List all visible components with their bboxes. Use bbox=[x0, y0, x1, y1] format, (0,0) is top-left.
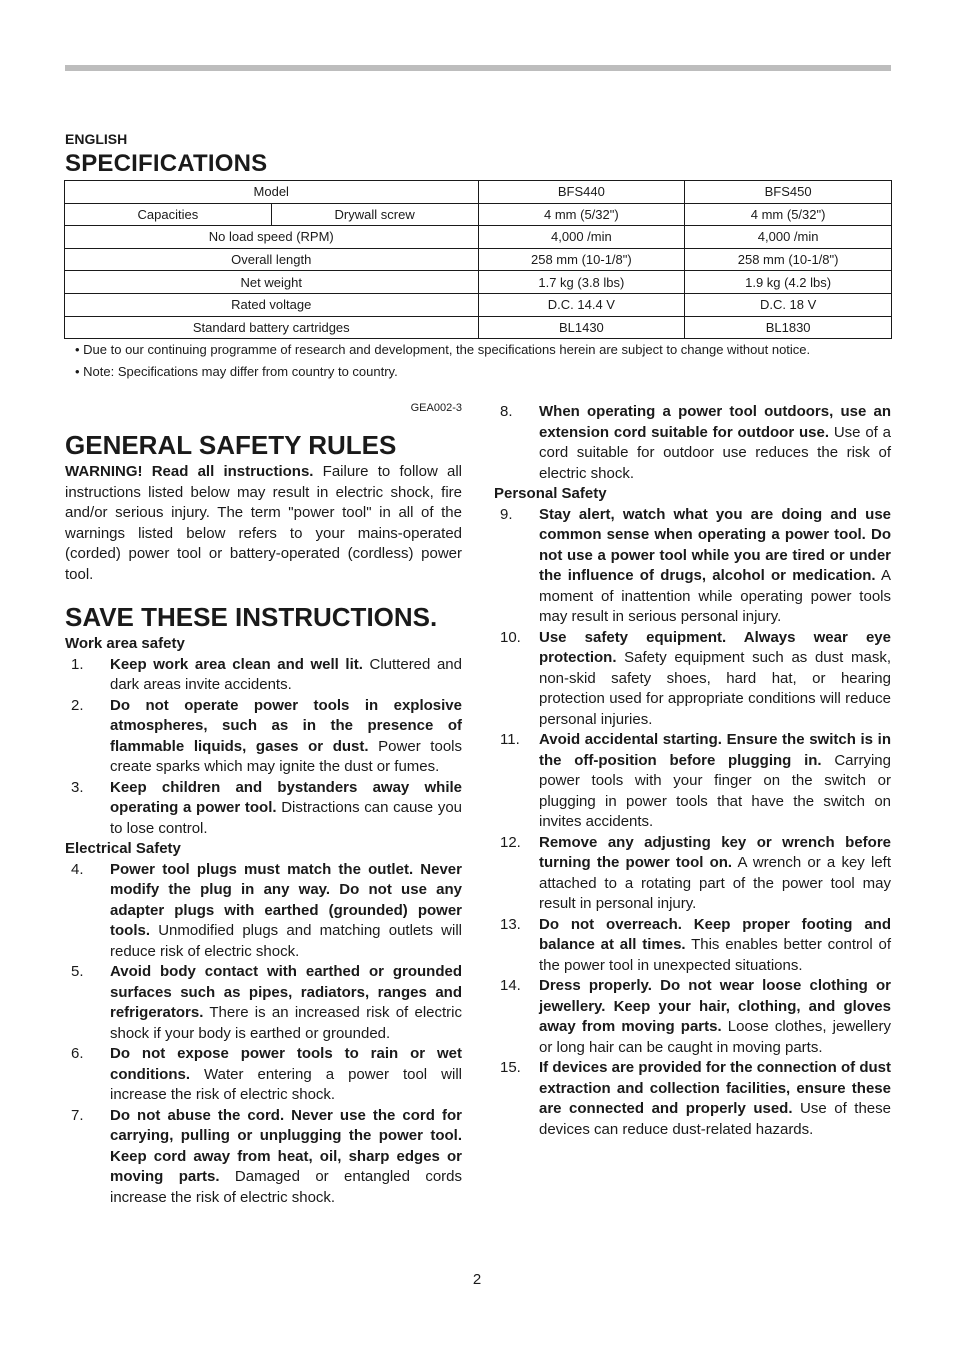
table-cell: 4,000 /min bbox=[685, 226, 892, 249]
table-cell: 4 mm (5/32") bbox=[685, 203, 892, 226]
warning-paragraph bbox=[65, 462, 462, 585]
item-number: 8. bbox=[500, 403, 513, 420]
item-text: Safety equipment such as dust mask, non-skid safety shoes, hard hat, or hearing protection used for appropriate conditions will reduce personal injuries. bbox=[539, 649, 891, 728]
list-item bbox=[494, 1058, 891, 1140]
item-text: Water entering a power tool will increase the risk of electric shock. bbox=[110, 1065, 462, 1103]
model-bfs450: BFS450 bbox=[685, 181, 892, 204]
item-number: 13. bbox=[500, 915, 521, 933]
table-row bbox=[65, 203, 892, 226]
table-row bbox=[65, 316, 892, 339]
list-item bbox=[65, 1044, 462, 1106]
item-text: Cluttered and dark areas invite accidents. bbox=[110, 655, 462, 693]
row-label: No load speed (RPM) bbox=[65, 226, 479, 249]
item-number: 2. bbox=[71, 696, 84, 714]
list-item bbox=[65, 1106, 462, 1209]
item-bold: Stay alert, watch what you are doing and use common sense when operating a power tool. Do not use a power tool while you are tired or under the influence of drugs, alcohol or medication. bbox=[539, 505, 891, 584]
table-cell: 258 mm (10-1/8") bbox=[478, 248, 685, 271]
item-bold: Do not operate power tools in explosive atmospheres, such as in the presence of flammable liquids, gases or dust. bbox=[110, 696, 462, 755]
item-text: There is an increased risk of electric shock if your body is earthed or grounded. bbox=[110, 1004, 462, 1042]
item-text: Distractions can cause you to lose control. bbox=[110, 799, 463, 837]
item-text: A moment of inattention while operating power tools may result in serious personal injury. bbox=[539, 567, 891, 625]
item-text: Use of these devices can reduce dust-related hazards. bbox=[539, 1100, 891, 1138]
item-text: Power tools create sparks which may ignite the dust or fumes. bbox=[110, 737, 462, 775]
table-cell: 4,000 /min bbox=[478, 226, 685, 249]
item-bold: Use safety equipment. Always wear eye protection. bbox=[539, 628, 891, 666]
table-row bbox=[65, 248, 892, 271]
table-cell: 258 mm (10-1/8") bbox=[685, 248, 892, 271]
list-item bbox=[65, 778, 462, 840]
table-cell: 1.9 kg (4.2 lbs) bbox=[685, 271, 892, 294]
table-row bbox=[65, 226, 892, 249]
item-bold: Dress properly. Do not wear loose clothing or jewellery. Keep your hair, clothing, and gloves away from moving parts. bbox=[539, 977, 891, 1035]
warning-bold: WARNING! Read all instructions. bbox=[65, 463, 314, 480]
note-change: • Due to our continuing programme of research and development, the specifications herein are subject to change without notice. bbox=[75, 342, 811, 357]
table-row bbox=[65, 271, 892, 294]
item-bold: Avoid body contact with earthed or grounded surfaces such as pipes, radiators, ranges and refrigerators. bbox=[110, 963, 462, 1021]
item-text: A wrench or a key left attached to a rotating part of the power tool may result in personal injury. bbox=[539, 854, 891, 912]
item-bold: Power tool plugs must match the outlet. Never modify the plug in any way. Do not use any adapter plugs with earthed (grounded) power tools. bbox=[110, 860, 462, 939]
item-number: 12. bbox=[500, 833, 521, 851]
row-label: Capacities bbox=[65, 203, 272, 226]
list-item bbox=[494, 730, 891, 833]
item-number: 6. bbox=[71, 1045, 84, 1062]
electrical-heading: Electrical Safety bbox=[65, 840, 181, 857]
table-cell: D.C. 18 V bbox=[685, 293, 892, 316]
item-text: Use of a cord suitable for outdoor use reduces the risk of electric shock. bbox=[539, 423, 892, 482]
right-column bbox=[494, 402, 891, 1140]
row-label: Standard battery cartridges bbox=[65, 316, 479, 339]
item-bold: Keep children and bystanders away while operating a power tool. bbox=[110, 778, 462, 816]
item-number: 15. bbox=[500, 1059, 521, 1076]
item-bold: Do not overreach. Keep proper footing and balance at all times. bbox=[539, 915, 891, 953]
item-bold: If devices are provided for the connection of dust extraction and collection facilities, ensure these are connected and properly used. bbox=[539, 1059, 891, 1117]
list-item bbox=[494, 628, 891, 731]
save-instructions-title: SAVE THESE INSTRUCTIONS. bbox=[65, 602, 438, 632]
row-sublabel: Drywall screw bbox=[271, 203, 478, 226]
item-bold: Avoid accidental starting. Ensure the switch is in the off-position before plugging in. bbox=[539, 731, 891, 769]
item-number: 4. bbox=[71, 860, 84, 878]
table-cell: 4 mm (5/32") bbox=[478, 203, 685, 226]
item-number: 14. bbox=[500, 977, 521, 994]
row-label: Net weight bbox=[65, 271, 479, 294]
item-number: 7. bbox=[71, 1106, 84, 1124]
page-number: 2 bbox=[472, 1271, 482, 1288]
general-safety-title: GENERAL SAFETY RULES bbox=[65, 430, 397, 460]
personal-safety-heading: Personal Safety bbox=[494, 485, 607, 502]
item-text: Carrying power tools with your finger on the switch or plugging in power tools that have the switch on invites accidents. bbox=[539, 751, 891, 830]
model-bfs440: BFS440 bbox=[478, 181, 685, 204]
top-rule bbox=[65, 65, 891, 71]
specifications-title: SPECIFICATIONS bbox=[65, 150, 268, 177]
item-bold: Remove any adjusting key or wrench before turning the power tool on. bbox=[539, 833, 891, 871]
list-item bbox=[65, 696, 462, 778]
table-cell: BL1830 bbox=[685, 316, 892, 339]
table-row bbox=[65, 181, 892, 204]
document-code: GEA002-3 bbox=[410, 402, 462, 414]
list-item bbox=[494, 976, 891, 1058]
table-row bbox=[65, 293, 892, 316]
item-bold: Keep work area clean and well lit. bbox=[110, 655, 363, 673]
item-bold: Do not abuse the cord. Never use the cord for carrying, pulling or unplugging the power tool. Keep cord away from heat, oil, sharp edges or moving parts. bbox=[110, 1106, 462, 1185]
list-item bbox=[494, 505, 891, 628]
table-cell: BL1430 bbox=[478, 316, 685, 339]
model-label: Model bbox=[65, 181, 479, 204]
item-number: 10. bbox=[500, 628, 521, 646]
item-text: Damaged or entangled cords increase the risk of electric shock. bbox=[110, 1168, 462, 1206]
list-item bbox=[65, 860, 462, 963]
list-item bbox=[494, 833, 891, 915]
table-cell: D.C. 14.4 V bbox=[478, 293, 685, 316]
list-item bbox=[65, 962, 462, 1044]
warning-text: Failure to follow all instructions listed below may result in electric shock, fire and/or serious injury. The term "power tool" in all of the warnings listed below refers to your mains-operated (corded) power tool or battery-operated (cordless) power tool. bbox=[65, 463, 462, 583]
left-column bbox=[65, 400, 462, 1208]
list-item bbox=[65, 655, 462, 696]
work-area-heading: Work area safety bbox=[65, 635, 185, 652]
item-number: 1. bbox=[71, 655, 84, 673]
item-text: Unmodified plugs and matching outlets will reduce risk of electric shock. bbox=[110, 922, 462, 960]
language-label: ENGLISH bbox=[65, 131, 128, 147]
specifications-table bbox=[64, 180, 892, 339]
item-bold: Do not expose power tools to rain or wet conditions. bbox=[110, 1045, 462, 1083]
item-number: 5. bbox=[71, 963, 84, 980]
item-number: 11. bbox=[500, 731, 520, 748]
row-label: Rated voltage bbox=[65, 293, 479, 316]
list-item bbox=[494, 915, 891, 977]
item-text: Loose clothes, jewellery or long hair can be caught in moving parts. bbox=[539, 1018, 892, 1056]
item-bold: When operating a power tool outdoors, use an extension cord suitable for outdoor use. bbox=[539, 403, 891, 441]
row-label: Overall length bbox=[65, 248, 479, 271]
table-cell: 1.7 kg (3.8 lbs) bbox=[478, 271, 685, 294]
list-item bbox=[494, 402, 891, 484]
note-country: • Note: Specifications may differ from country to country. bbox=[75, 364, 398, 379]
item-text: This enables better control of the power tool in unexpected situations. bbox=[539, 936, 891, 974]
item-number: 9. bbox=[500, 505, 513, 523]
item-number: 3. bbox=[71, 778, 84, 796]
